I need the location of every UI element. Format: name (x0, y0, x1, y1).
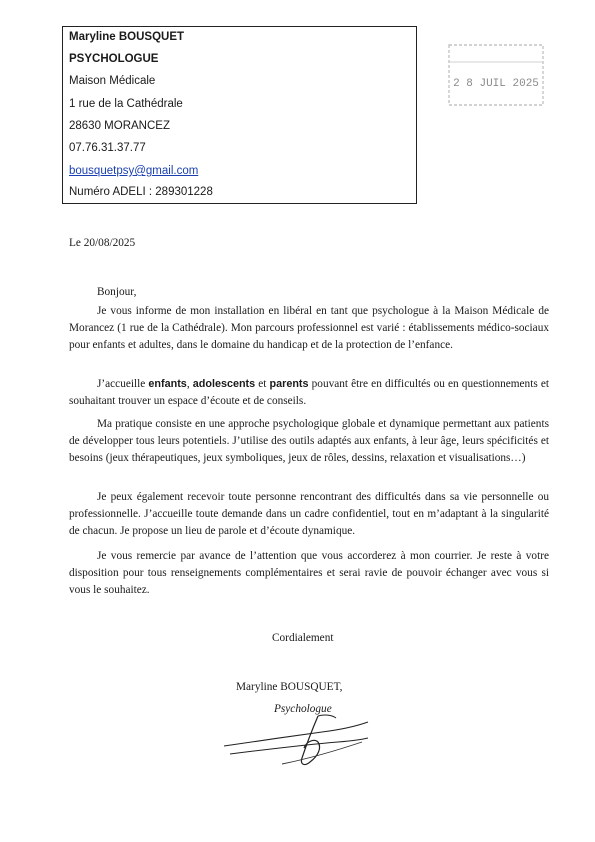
sender-city: 28630 MORANCEZ (69, 120, 170, 132)
signatory-name: Maryline BOUSQUET, (236, 681, 343, 693)
sender-profession: PSYCHOLOGUE (69, 53, 159, 65)
closing-formula: Cordialement (272, 632, 334, 644)
handwritten-signature (222, 712, 372, 772)
letterhead-box (62, 26, 417, 204)
paragraph-installation: Je vous informe de mon installation en libéral en tant que psychologue à la Maison Médicale de Morancez (1 rue de la Cathédrale). Mon parcours professionnel est varié : établissements médico-sociaux pour enfants et adultes, dans le domaine du handicap et de la protection de l’enfance. (69, 305, 549, 352)
stamp-text: 2 8 JUIL 2025 (453, 78, 539, 90)
keyword-adolescents: adolescents (192, 378, 256, 390)
letter-date: Le 20/08/2025 (69, 237, 136, 249)
sender-email-link[interactable]: bousquetpsy@gmail.com (69, 165, 199, 177)
sender-name: Maryline BOUSQUET (69, 31, 185, 43)
keyword-enfants: enfants (148, 378, 187, 390)
paragraph-practice: Ma pratique consiste en une approche psychologique globale et dynamique permettant aux patients de développer tous leurs potentiels. J’utilise des outils adaptés aux enfants, à leur âge, leurs spécificités et besoins (jeux thérapeutiques, jeux symboliques, jeux de rôles, dessins, relaxation et visualisations…) (69, 418, 549, 465)
salutation: Bonjour, (97, 286, 137, 298)
sender-adeli: Numéro ADELI : 289301228 (69, 186, 213, 198)
sender-place: Maison Médicale (69, 75, 156, 87)
sender-phone: 07.76.31.37.77 (69, 142, 146, 154)
received-date-stamp (446, 42, 546, 108)
paragraph-adults: Je peux également recevoir toute personne rencontrant des difficultés dans sa vie personnelle ou professionnelle. J’accueille toute demande dans un cadre confidentiel, tout en m’adaptant à la singularité de chacun. Je propose un lieu de parole et d’écoute dynamique. (69, 491, 549, 538)
signatory-title: Psychologue (274, 703, 332, 715)
paragraph-audience: J’accueille enfants, adolescents et parents pouvant être en difficultés ou en questionnements et souhaitant trouver un espace d’écoute et de conseils. (69, 378, 549, 408)
paragraph-thanks: Je vous remercie par avance de l’attention que vous accorderez à mon courrier. Je reste à votre disposition pour tous renseignements complémentaires et serai ravie de pouvoir échanger avec vous si vous le souhaitez. (69, 550, 549, 597)
keyword-parents: parents (269, 378, 309, 390)
sender-street: 1 rue de la Cathédrale (69, 98, 183, 110)
